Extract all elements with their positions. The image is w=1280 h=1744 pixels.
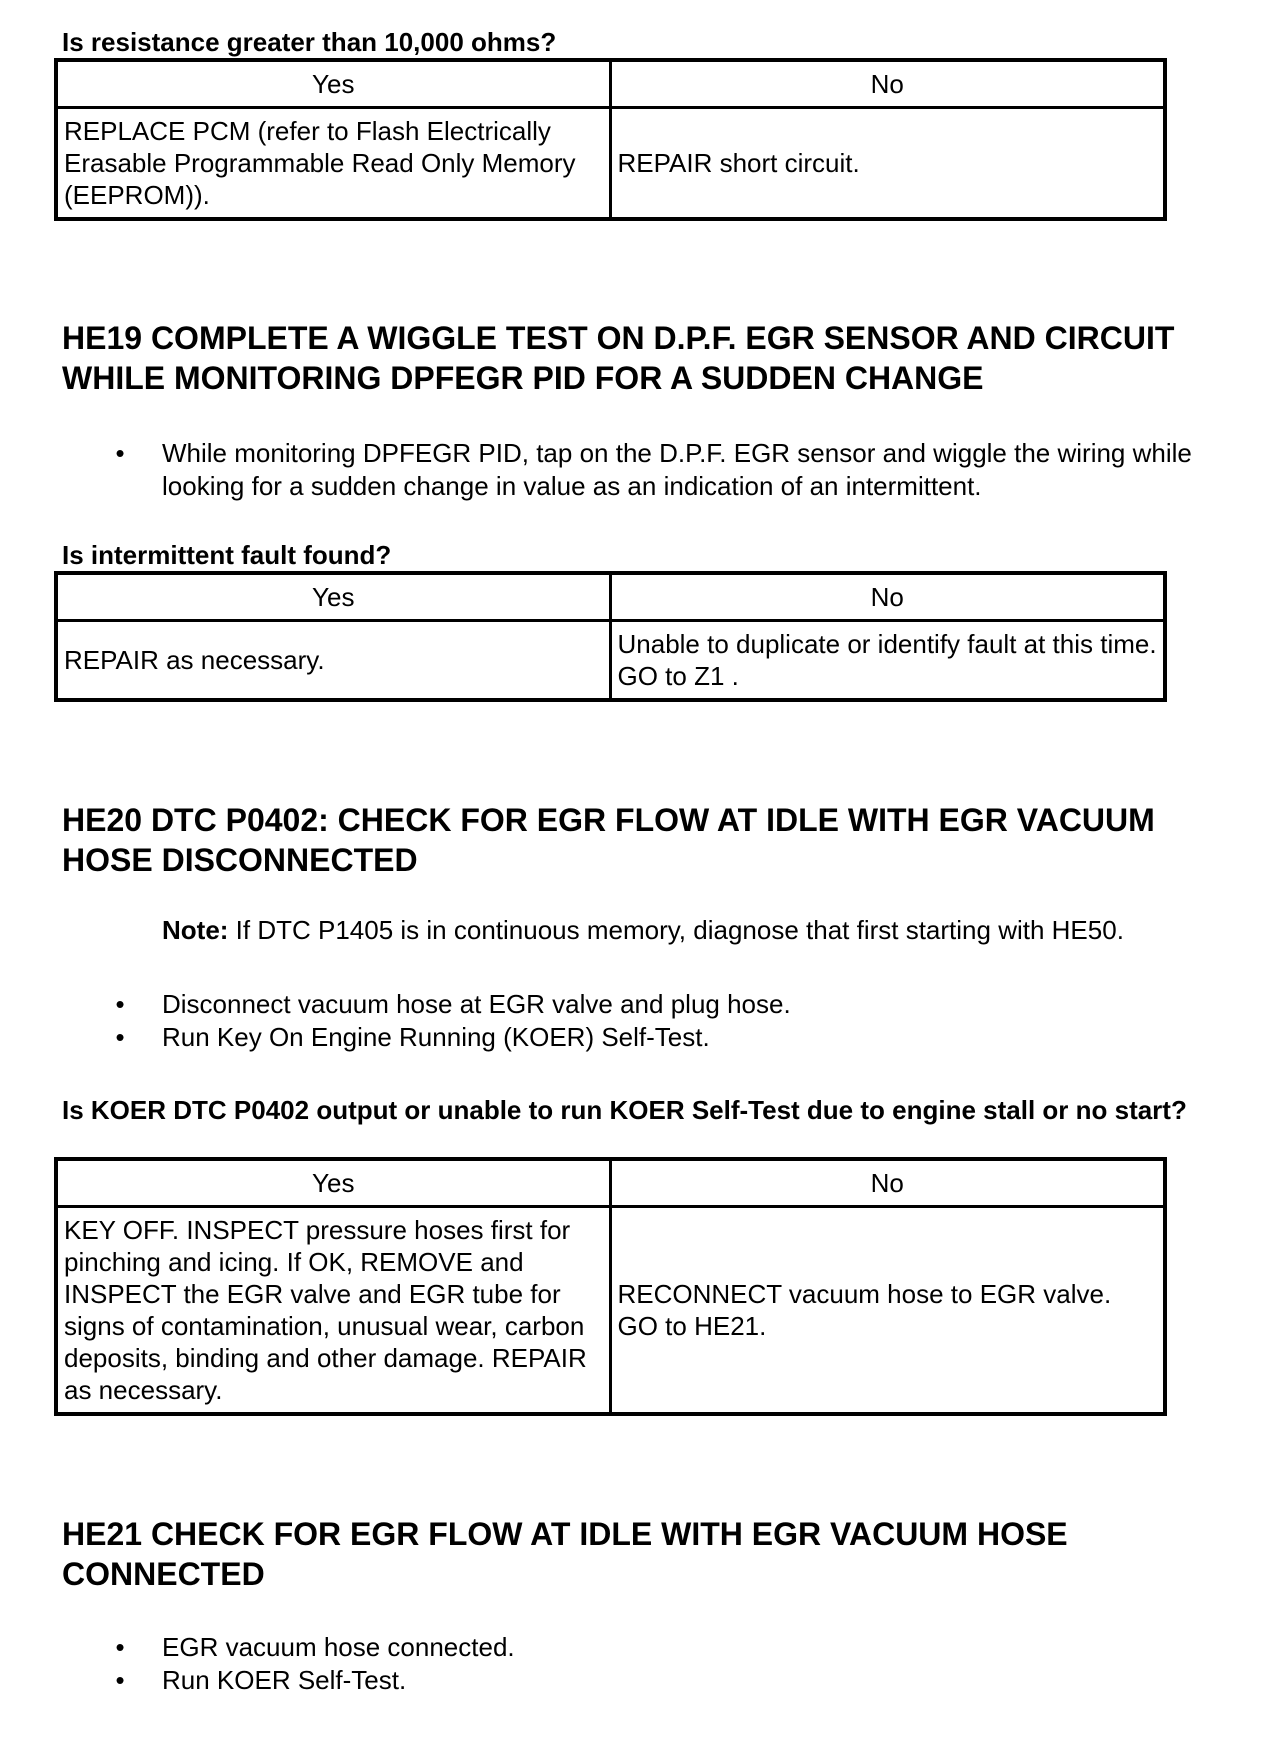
bullet-list-he19 [110, 437, 1200, 503]
table-resistance [54, 58, 1167, 221]
note-he20 [162, 914, 1242, 946]
list-item-text: Disconnect vacuum hose at EGR valve and plug hose. [162, 989, 791, 1019]
list-item-text: Run Key On Engine Running (KOER) Self-Test. [162, 1022, 710, 1052]
note-label: Note: [162, 915, 229, 945]
list-item [110, 1631, 1200, 1664]
table-cell-no: REPAIR short circuit. [610, 108, 1165, 220]
bullet-icon: • [115, 989, 125, 1019]
heading-he20: HE20 DTC P0402: CHECK FOR EGR FLOW AT IDLE WITH EGR VACUUM HOSE DISCONNECTED [62, 802, 1155, 878]
bullet-icon: • [115, 1022, 125, 1052]
table-header-yes: Yes [56, 1159, 610, 1207]
list-item [110, 1021, 1200, 1054]
bullet-icon: • [115, 1632, 125, 1662]
list-item [110, 437, 1200, 503]
table-header-no: No [610, 60, 1165, 108]
table-cell-no: RECONNECT vacuum hose to EGR valve. GO to HE21. [610, 1207, 1165, 1415]
heading-he21: HE21 CHECK FOR EGR FLOW AT IDLE WITH EGR VACUUM HOSE CONNECTED [62, 1516, 1068, 1592]
table-cell-yes: REPLACE PCM (refer to Flash Electrically Erasable Programmable Read Only Memory (EEPROM)). [56, 108, 610, 220]
table-header-yes: Yes [56, 573, 610, 621]
list-item [110, 1664, 1200, 1697]
table-intermittent [54, 571, 1167, 702]
list-item-text: Run KOER Self-Test. [162, 1665, 407, 1695]
note-text: If DTC P1405 is in continuous memory, diagnose that first starting with HE50. [228, 915, 1124, 945]
table-koer [54, 1157, 1167, 1416]
table-header-yes: Yes [56, 60, 610, 108]
table-cell-no: Unable to duplicate or identify fault at this time. GO to Z1 . [610, 621, 1165, 701]
bullet-icon: • [115, 1665, 125, 1695]
table-cell-yes: REPAIR as necessary. [56, 621, 610, 701]
question-intermittent: Is intermittent fault found? [62, 540, 392, 570]
bullet-list-he20 [110, 988, 1200, 1054]
bullet-icon: • [115, 438, 125, 468]
question-resistance: Is resistance greater than 10,000 ohms? [62, 27, 557, 57]
table-cell-yes: KEY OFF. INSPECT pressure hoses first for pinching and icing. If OK, REMOVE and INSPECT the EGR valve and EGR tube for signs of contamination, unusual wear, carbon deposits, binding and other damage. REPAIR as necessary. [56, 1207, 610, 1415]
list-item-text: EGR vacuum hose connected. [162, 1632, 515, 1662]
list-item-text: While monitoring DPFEGR PID, tap on the D.P.F. EGR sensor and wiggle the wiring while looking for a sudden change in value as an indication of an intermittent. [162, 438, 1192, 501]
table-header-no: No [610, 1159, 1165, 1207]
bullet-list-he21 [110, 1631, 1200, 1697]
question-koer: Is KOER DTC P0402 output or unable to run KOER Self-Test due to engine stall or no start? [62, 1095, 1187, 1125]
list-item [110, 988, 1200, 1021]
table-header-no: No [610, 573, 1165, 621]
heading-he19: HE19 COMPLETE A WIGGLE TEST ON D.P.F. EGR SENSOR AND CIRCUIT WHILE MONITORING DPFEGR PID FOR A SUDDEN CHANGE [62, 320, 1175, 396]
